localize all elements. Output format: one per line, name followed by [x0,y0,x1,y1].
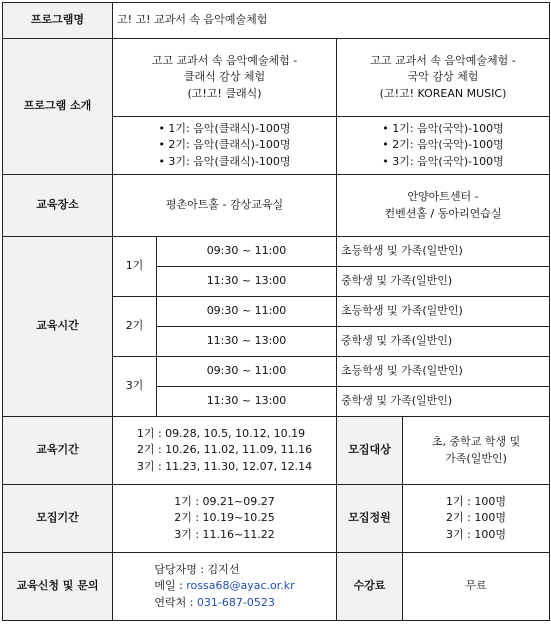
period-line: 1기 : 09.28, 10.5, 10.12, 10.19 [136,426,306,440]
korean-venue-line: 컨벤션홀 / 동아리연습실 [384,206,502,220]
fee-value: 무료 [403,553,550,621]
schedule-label: 교육시간 [3,237,113,417]
korean-venue-line: 안양아트센터 - [407,190,479,203]
schedule-target: 초등학생 및 가족(일반인) [337,357,550,387]
classic-intro-title [113,39,337,117]
schedule-time: 11:30 ~ 13:00 [157,327,337,357]
classic-session-item: • 1기: 음악(클래식)-100명 [158,121,291,135]
period-label: 교육기간 [3,417,113,485]
schedule-gen-1: 1기 [113,237,157,297]
schedule-target: 중학생 및 가족(일반인) [337,327,550,357]
program-info-table [2,2,550,621]
contact-email-prefix: 메일 : [154,579,187,593]
korean-session-item: • 1기: 음악(국악)-100명 [382,121,504,135]
korean-intro-title [337,39,550,117]
schedule-target: 중학생 및 가족(일반인) [337,267,550,297]
schedule-time: 09:30 ~ 11:00 [157,297,337,327]
classic-title-line: (고!고! 클래식) [187,86,262,100]
schedule-gen-3: 3기 [113,357,157,417]
program-name-label: 프로그램명 [3,3,113,39]
program-name-value: 고! 고! 교과서 속 음악예술체험 [113,3,550,39]
korean-session-item: • 2기: 음악(국악)-100명 [382,138,504,152]
classic-venue: 평촌아트홀 - 감상교육실 [113,175,337,237]
recruit-period-line: 1기 : 09.21~09.27 [174,494,275,508]
korean-title-line: 국악 감상 체험 [407,70,479,84]
schedule-time: 11:30 ~ 13:00 [157,267,337,297]
classic-title-line: 고고 교과서 속 음악예술체험 - [151,53,298,67]
korean-session-item: • 3기: 음악(국악)-100명 [382,154,504,168]
recruit-target-value [403,417,550,485]
korean-sessions [337,117,550,175]
classic-session-item: • 3기: 음악(클래식)-100명 [158,154,291,168]
schedule-time: 09:30 ~ 11:00 [157,237,337,267]
contact-label: 교육신청 및 문의 [3,553,113,621]
recruit-target-label: 모집대상 [337,417,403,485]
contact-phone-line [154,595,294,612]
classic-sessions [113,117,337,175]
classic-session-item: • 2기: 음악(클래식)-100명 [158,138,291,152]
contact-phone-prefix: 연락처 : [154,595,197,609]
recruit-target-line: 가족(일반인) [445,451,507,465]
recruit-period-line: 2기 : 10.19~10.25 [174,511,275,525]
period-line: 3기 : 11.23, 11.30, 12.07, 12.14 [136,459,313,473]
schedule-target: 초등학생 및 가족(일반인) [337,237,550,267]
program-intro-label: 프로그램 소개 [3,39,113,175]
fee-label: 수강료 [337,553,403,621]
contact-email-line [154,578,294,595]
quota-line: 1기 : 100명 [446,494,506,508]
schedule-target: 초등학생 및 가족(일반인) [337,297,550,327]
schedule-time: 11:30 ~ 13:00 [157,387,337,417]
recruit-period-line: 3기 : 11.16~11.22 [174,527,275,541]
classic-title-line: 클래식 감상 체험 [183,70,266,84]
quota-label: 모집정원 [337,485,403,553]
korean-title-line: 고고 교과서 속 음악예술체험 - [370,53,516,67]
contact-email-link[interactable]: rossa68@ayac.or.kr [186,579,295,593]
schedule-time: 09:30 ~ 11:00 [157,357,337,387]
recruit-period-label: 모집기간 [3,485,113,553]
period-line: 2기 : 10.26, 11.02, 11.09, 11.16 [136,443,313,457]
korean-title-line: (고!고! KOREAN MUSIC) [379,86,507,100]
korean-venue [337,175,550,237]
quota-line: 2기 : 100명 [446,511,506,525]
recruit-period-dates [113,485,337,553]
venue-label: 교육장소 [3,175,113,237]
schedule-target: 중학생 및 가족(일반인) [337,387,550,417]
contact-manager: 담당자명 : 김지선 [154,562,240,576]
recruit-target-line: 초, 중학교 학생 및 [431,435,521,448]
quota-line: 3기 : 100명 [446,527,506,541]
schedule-gen-2: 2기 [113,297,157,357]
period-dates [113,417,337,485]
quota-value [403,485,550,553]
contact-phone-value: 031-687-0523 [196,595,275,609]
contact-info [113,553,337,621]
